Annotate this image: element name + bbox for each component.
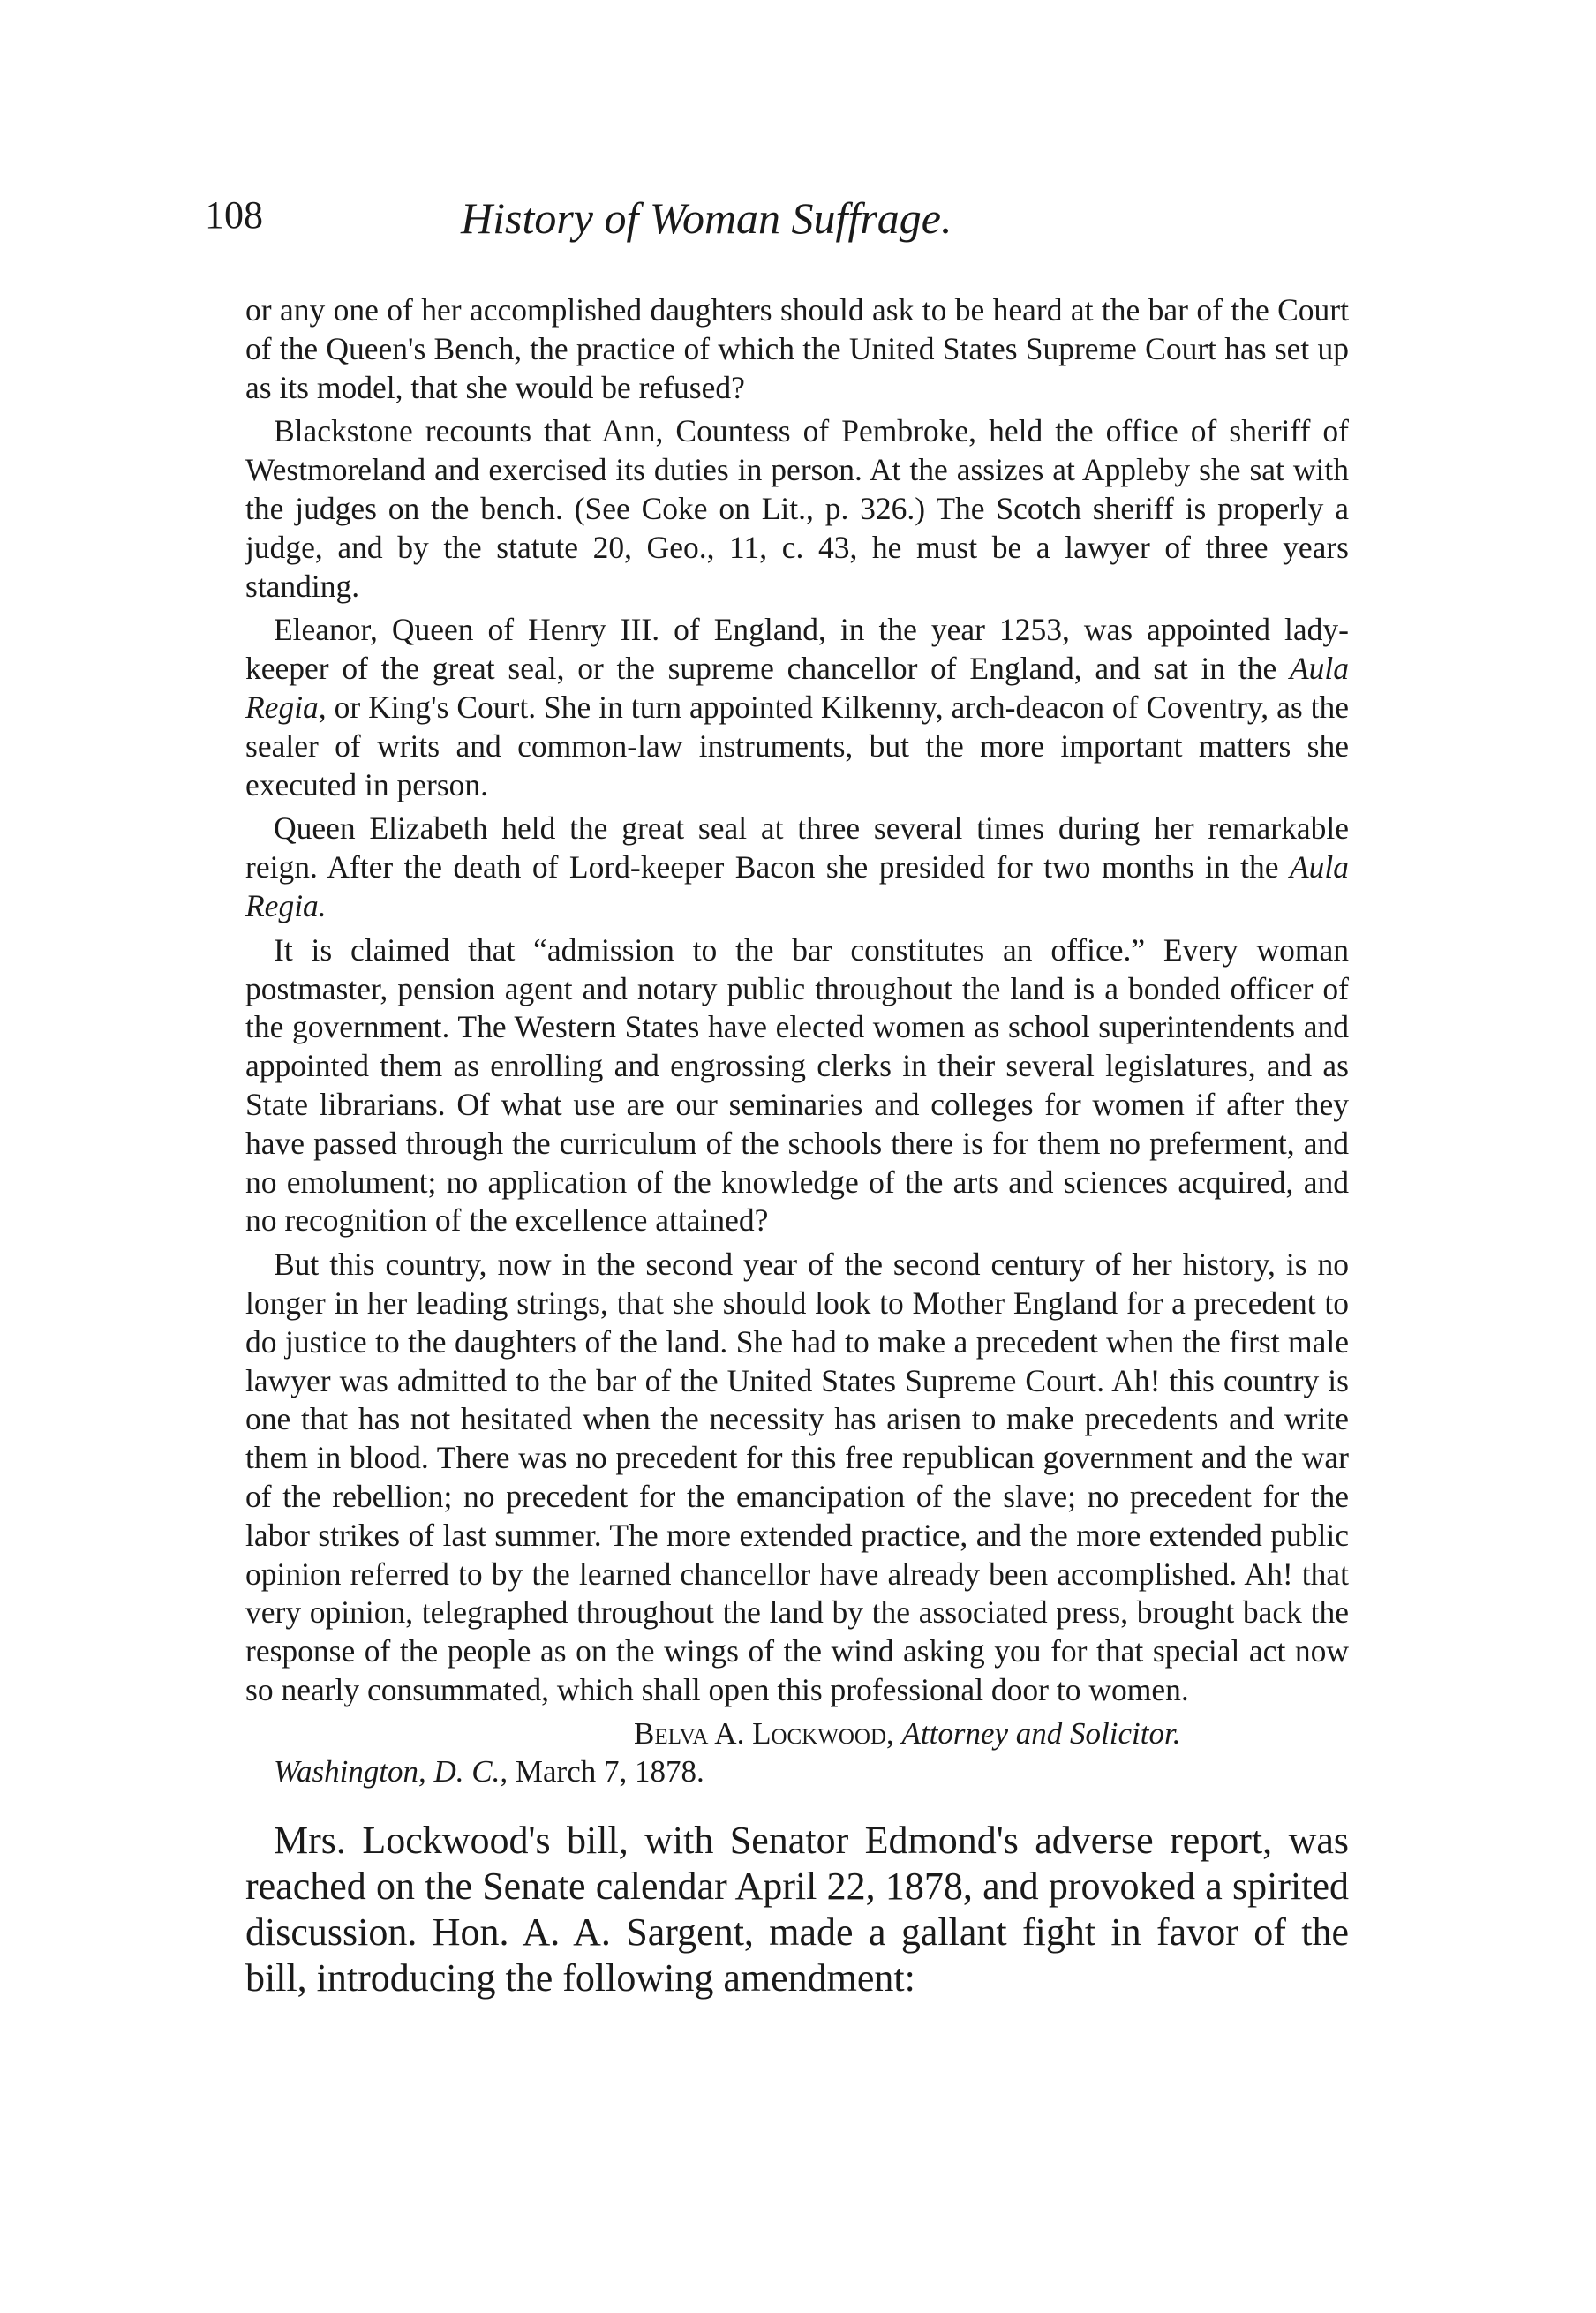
signature-name: Belva A. Lockwood, — [634, 1715, 894, 1751]
paragraph-eleanor-text-b: or King's Court. She in turn appointed Kilkenny, arch-deacon of Coventry, as the sealer of writs and common-law instruments, but the more important matters she executed in person. — [245, 689, 1349, 802]
running-title: History of Woman Suffrage. — [461, 193, 952, 243]
signature-title: Attorney and Solicitor. — [901, 1715, 1181, 1751]
paragraph-precedent: But this country, now in the second year of the second century of her history, is no longer in her leading strings, that she should look to Mother England for a precedent to do justice to the daughters of the land. She had to make a precedent when the first male lawyer was admitted to the bar of the United States Supreme Court. Ah! this country is one that has not hesitated when the necessity has arisen to make precedents and write them in blood. There was no precedent for this free republican government and the war of the rebellion; no precedent for the emancipation of the slave; no precedent for the labor strikes of last summer. The more extended practice, and the more extended public opinion referred to by the learned chancellor have already been accomplished. Ah! that very opinion, telegraphed throughout the land by the associated press, brought back the response of the people as on the wings of the wind asking you for that special act now so nearly consummated, which shall open this professional door to women. — [245, 1247, 1349, 1707]
paragraph-office: It is claimed that “admission to the bar constitutes an office.” Every woman postmaster, pension agent and notary public throughout the land is a bonded officer of the government. The Western States have elected women as school superintendents and appointed them as enrolling and engrossing clerks in their several legislatures, and as State librarians. Of what use are our seminaries and colleges for women if after they have passed through the curriculum of the schools there is for them no preferment, and no emolument; no application of the knowledge of the arts and sciences acquired, and no recognition of the excellence attained? — [245, 931, 1349, 1239]
dateline — [245, 1752, 1349, 1791]
paragraph-elizabeth — [245, 810, 1349, 925]
paragraph-eleanor-text-a: Eleanor, Queen of Henry III. of England, in the year 1253, was appointed lady-keeper of the great seal, or the supreme chancellor of England, and sat in the — [245, 612, 1349, 687]
paragraph-elizabeth-text: Queen Elizabeth held the great seal at three several times during her remarkable reign. After the death of Lord-keeper Bacon she presided for two months in the — [245, 810, 1349, 885]
letter-body — [245, 291, 1349, 2007]
paragraph-blackstone: Blackstone recounts that Ann, Countess of Pembroke, held the office of sheriff of Westmoreland and exercised its duties in person. At the assizes at Appleby she sat with the judges on the bench. (See Coke on Lit., p. 326.) The Scotch sheriff is properly a judge, and by the statute 20, Geo., 11, c. 43, he must be a lawyer of three years standing. — [245, 413, 1349, 604]
narrative-paragraph: Mrs. Lockwood's bill, with Senator Edmond's adverse report, was reached on the Senate calendar April 22, 1878, and provoked a spirited discussion. Hon. A. A. Sargent, made a gallant fight in favor of the bill, introducing the following amendment: — [245, 1818, 1349, 2000]
dateline-date: March 7, 1878. — [508, 1753, 704, 1789]
dateline-place: Washington, D. C., — [274, 1753, 508, 1789]
paragraph-eleanor — [245, 611, 1349, 804]
signature-line — [245, 1715, 1349, 1752]
paragraph-eleanor-italic: Aula Regia, — [245, 651, 1349, 725]
paragraph-elizabeth-italic: Aula Regia. — [245, 849, 1349, 923]
page-number: 108 — [205, 193, 263, 237]
page-header — [205, 192, 1352, 254]
paragraph-continuation: or any one of her accomplished daughters should ask to be heard at the bar of the Court of the Queen's Bench, the practice of which the United States Supreme Court has set up as its model, that she would be refused? — [245, 292, 1349, 405]
